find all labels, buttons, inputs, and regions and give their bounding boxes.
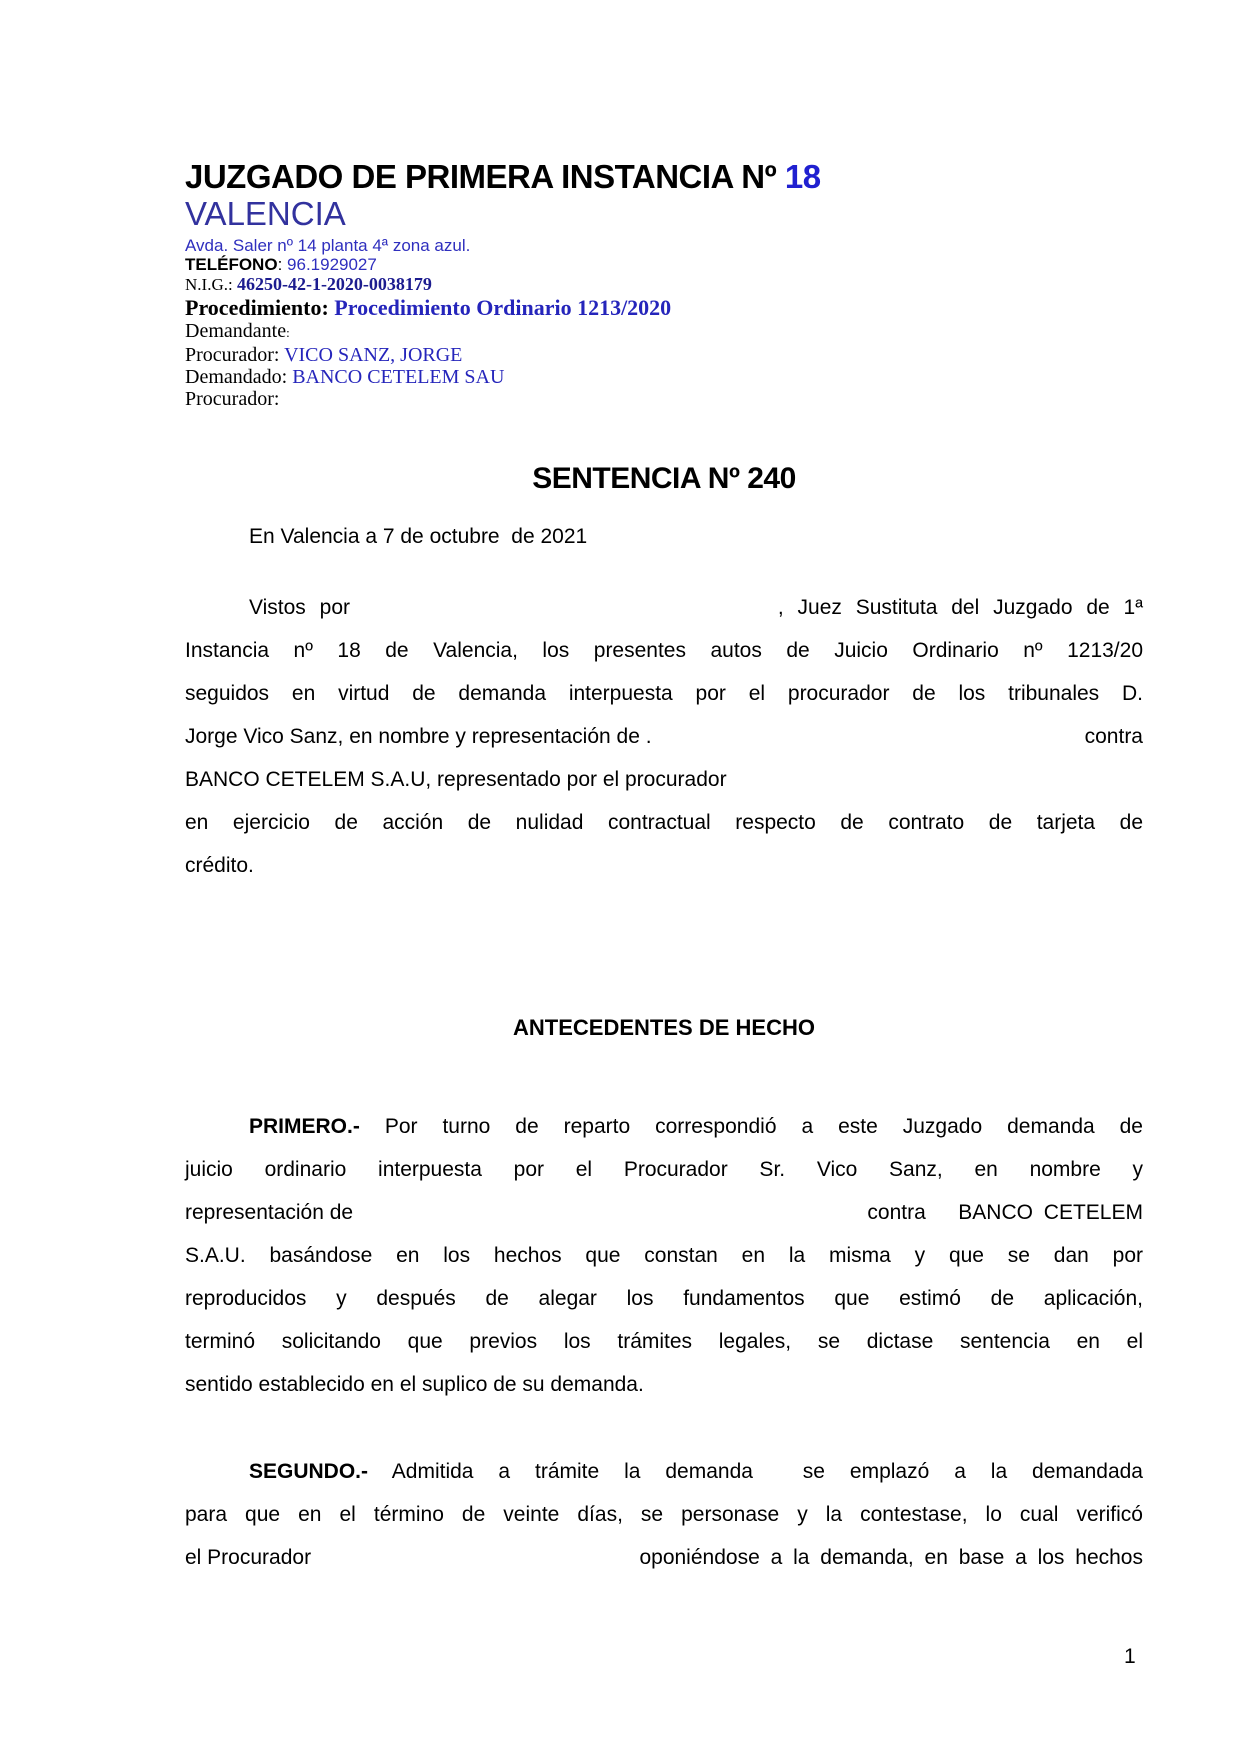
segundo-line-2: [185, 1493, 1143, 1536]
vistos-line-2: [185, 629, 1143, 672]
vistos-line-3: [185, 672, 1143, 715]
vistos-l1-post: , Juez Sustituta del Juzgado de 1ª: [777, 596, 1143, 619]
nig-line: [185, 274, 1143, 295]
dateline: En Valencia a 7 de octubre de 2021: [249, 525, 588, 548]
phone-value: 96.1929027: [287, 255, 377, 274]
procedure-line: [185, 295, 1143, 320]
procurador1-value: VICO SANZ, JORGE: [284, 344, 463, 366]
procurador1-label: Procurador:: [185, 344, 280, 366]
court-number: 18: [784, 158, 821, 195]
procurador-demandante-line: [185, 344, 1143, 366]
page-number: 1: [1124, 1645, 1136, 1668]
segundo-label: SEGUNDO.-: [249, 1460, 369, 1483]
demandado-line: [185, 366, 1143, 388]
vistos-l5: BANCO CETELEM S.A.U, representado por el procurador: [185, 768, 727, 791]
vistos-l6: en ejercicio de acción de nulidad contractual respecto de contrato de tarjeta de: [185, 811, 1143, 834]
demandado-value: BANCO CETELEM SAU: [292, 366, 505, 388]
segundo-l1-rest: Admitida a trámite la demanda se emplazó a la demandada: [391, 1460, 1143, 1483]
page-content: [185, 158, 1143, 1579]
primero-l2: juicio ordinario interpuesta por el Procurador Sr. Vico Sanz, en nombre y: [185, 1158, 1143, 1181]
vistos-l2: Instancia nº 18 de Valencia, los presentes autos de Juicio Ordinario nº 1213/20: [185, 639, 1143, 662]
segundo-l3-post: oponiéndose a la demanda, en base a los hechos: [639, 1546, 1143, 1569]
primero-l4: S.A.U. basándose en los hechos que constan en la misma y que se dan por: [185, 1244, 1143, 1267]
sentence-title: SENTENCIA Nº 240: [532, 462, 796, 495]
primero-l7: sentido establecido en el suplico de su demanda.: [185, 1373, 644, 1396]
vistos-paragraph: [185, 586, 1143, 887]
phone-colon: :: [277, 255, 283, 274]
primero-line-3: [185, 1191, 1143, 1234]
primero-paragraph: [185, 1105, 1143, 1406]
vistos-l7: crédito.: [185, 854, 254, 877]
segundo-l2: para que en el término de veinte días, se personase y la contestase, lo cual verificó: [185, 1503, 1143, 1526]
vistos-l4-post: contra: [1084, 725, 1143, 748]
demandante-label: Demandante: [185, 320, 287, 342]
procedure-value: Procedimiento Ordinario 1213/2020: [334, 295, 672, 320]
primero-l6: terminó solicitando que previos los trámites legales, se dictase sentencia en el: [185, 1330, 1143, 1353]
vistos-line-6: [185, 801, 1143, 844]
segundo-line-1: [185, 1450, 1143, 1493]
vistos-l3: seguidos en virtud de demanda interpuesta por el procurador de los tribunales D.: [185, 682, 1143, 705]
primero-l3-post: contra BANCO CETELEM: [867, 1201, 1143, 1224]
primero-line-1: [185, 1105, 1143, 1148]
primero-line-7: [185, 1363, 1143, 1406]
court-address: Avda. Saler nº 14 planta 4ª zona azul.: [185, 236, 471, 255]
court-city: VALENCIA: [185, 195, 346, 232]
procurador2-label: Procurador:: [185, 388, 280, 410]
demandante-line: [185, 320, 1143, 344]
demandante-colon: :: [286, 325, 290, 340]
procedure-label: Procedimiento:: [185, 295, 329, 320]
court-phone: [185, 255, 1143, 274]
segundo-line-3: [185, 1536, 1143, 1579]
court-header: [185, 158, 1143, 410]
nig-value: 46250-42-1-2020-0038179: [236, 274, 432, 294]
vistos-l1-pre: Vistos por: [249, 596, 350, 619]
primero-line-5: [185, 1277, 1143, 1320]
vistos-line-5: [185, 758, 1143, 801]
primero-line-6: [185, 1320, 1143, 1363]
primero-line-4: [185, 1234, 1143, 1277]
demandado-label: Demandado:: [185, 366, 288, 388]
vistos-line-1: [185, 586, 1143, 629]
court-name: [185, 158, 1143, 195]
segundo-paragraph: [185, 1450, 1143, 1579]
primero-label: PRIMERO.-: [249, 1115, 360, 1138]
primero-l5: reproducidos y después de alegar los fundamentos que estimó de aplicación,: [185, 1287, 1143, 1310]
vistos-l4-pre: Jorge Vico Sanz, en nombre y representación de .: [185, 725, 652, 748]
segundo-l3-pre: el Procurador: [185, 1546, 312, 1569]
nig-label: N.I.G.:: [185, 275, 233, 294]
primero-l3-pre: representación de: [185, 1201, 354, 1224]
vistos-line-4: [185, 715, 1143, 758]
primero-l1-rest: Por turno de reparto correspondió a este Juzgado demanda de: [384, 1115, 1143, 1138]
primero-line-2: [185, 1148, 1143, 1191]
vistos-line-7: [185, 844, 1143, 887]
phone-label: TELÉFONO: [185, 255, 278, 274]
procurador-demandado-line: [185, 388, 1143, 410]
antecedentes-heading: ANTECEDENTES DE HECHO: [513, 1015, 815, 1040]
court-name-black: JUZGADO DE PRIMERA INSTANCIA Nº: [185, 158, 777, 195]
